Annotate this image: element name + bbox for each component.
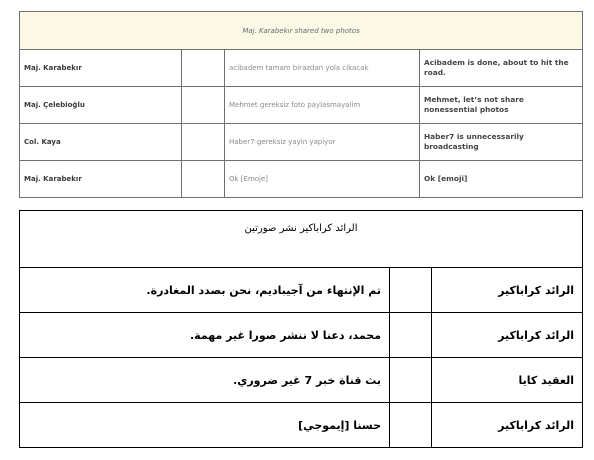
empty-cell [390,358,432,403]
speaker-cell: Maj. Çelebioğlu [20,87,182,124]
table-row [20,124,583,161]
speaker-cell: الرائد كراباكير [432,268,583,313]
speaker-cell: Col. Kaya [20,124,182,161]
empty-cell [390,403,432,448]
english-text-cell: Mehmet, let’s not share nonessential photos [420,87,583,124]
empty-cell [182,87,225,124]
speaker-cell: Maj. Karabekır [20,161,182,198]
turkish-text-cell: Mehmet gereksiz foto paylasmayalim [225,87,420,124]
turkish-text-cell: acibadem tamam birazdan yola cikacak [225,50,420,87]
table-row [20,403,583,448]
speaker-cell: الرائد كراباكير [432,403,583,448]
speaker-cell: العقيد كايا [432,358,583,403]
table-row [20,87,583,124]
english-text-cell: Haber7 is unnecessarily broadcasting [420,124,583,161]
turkish-text-cell: Haber7 gereksiz yayin yapiyor [225,124,420,161]
message-cell: حسنا [إيموجي] [20,403,390,448]
turkish-text-cell: Ok [Emoje] [225,161,420,198]
table-header-row [20,211,583,268]
empty-cell [182,50,225,87]
table-row [20,50,583,87]
empty-cell [182,124,225,161]
english-text-cell: Ok [emoji] [420,161,583,198]
empty-cell [390,268,432,313]
table-row [20,161,583,198]
empty-cell [182,161,225,198]
english-transcript-table [19,11,583,198]
speaker-cell: الرائد كراباكير [432,313,583,358]
empty-cell [390,313,432,358]
arabic-transcript-table [19,210,583,448]
speaker-cell: Maj. Karabekır [20,50,182,87]
english-text-cell: Acibadem is done, about to hit the road. [420,50,583,87]
message-cell: تم الإنتهاء من آجيباديم، نحن بصدد المغادرة. [20,268,390,313]
table-header: الرائد كراباكير نشر صورتين [20,211,583,268]
table-row [20,358,583,403]
table-row [20,313,583,358]
message-cell: محمد، دعنا لا ننشر صورا غير مهمة. [20,313,390,358]
table-header: Maj. Karabekır shared two photos [20,12,583,50]
message-cell: بث قناة خبر 7 غير ضروري. [20,358,390,403]
table-header-row [20,12,583,50]
table-row [20,268,583,313]
